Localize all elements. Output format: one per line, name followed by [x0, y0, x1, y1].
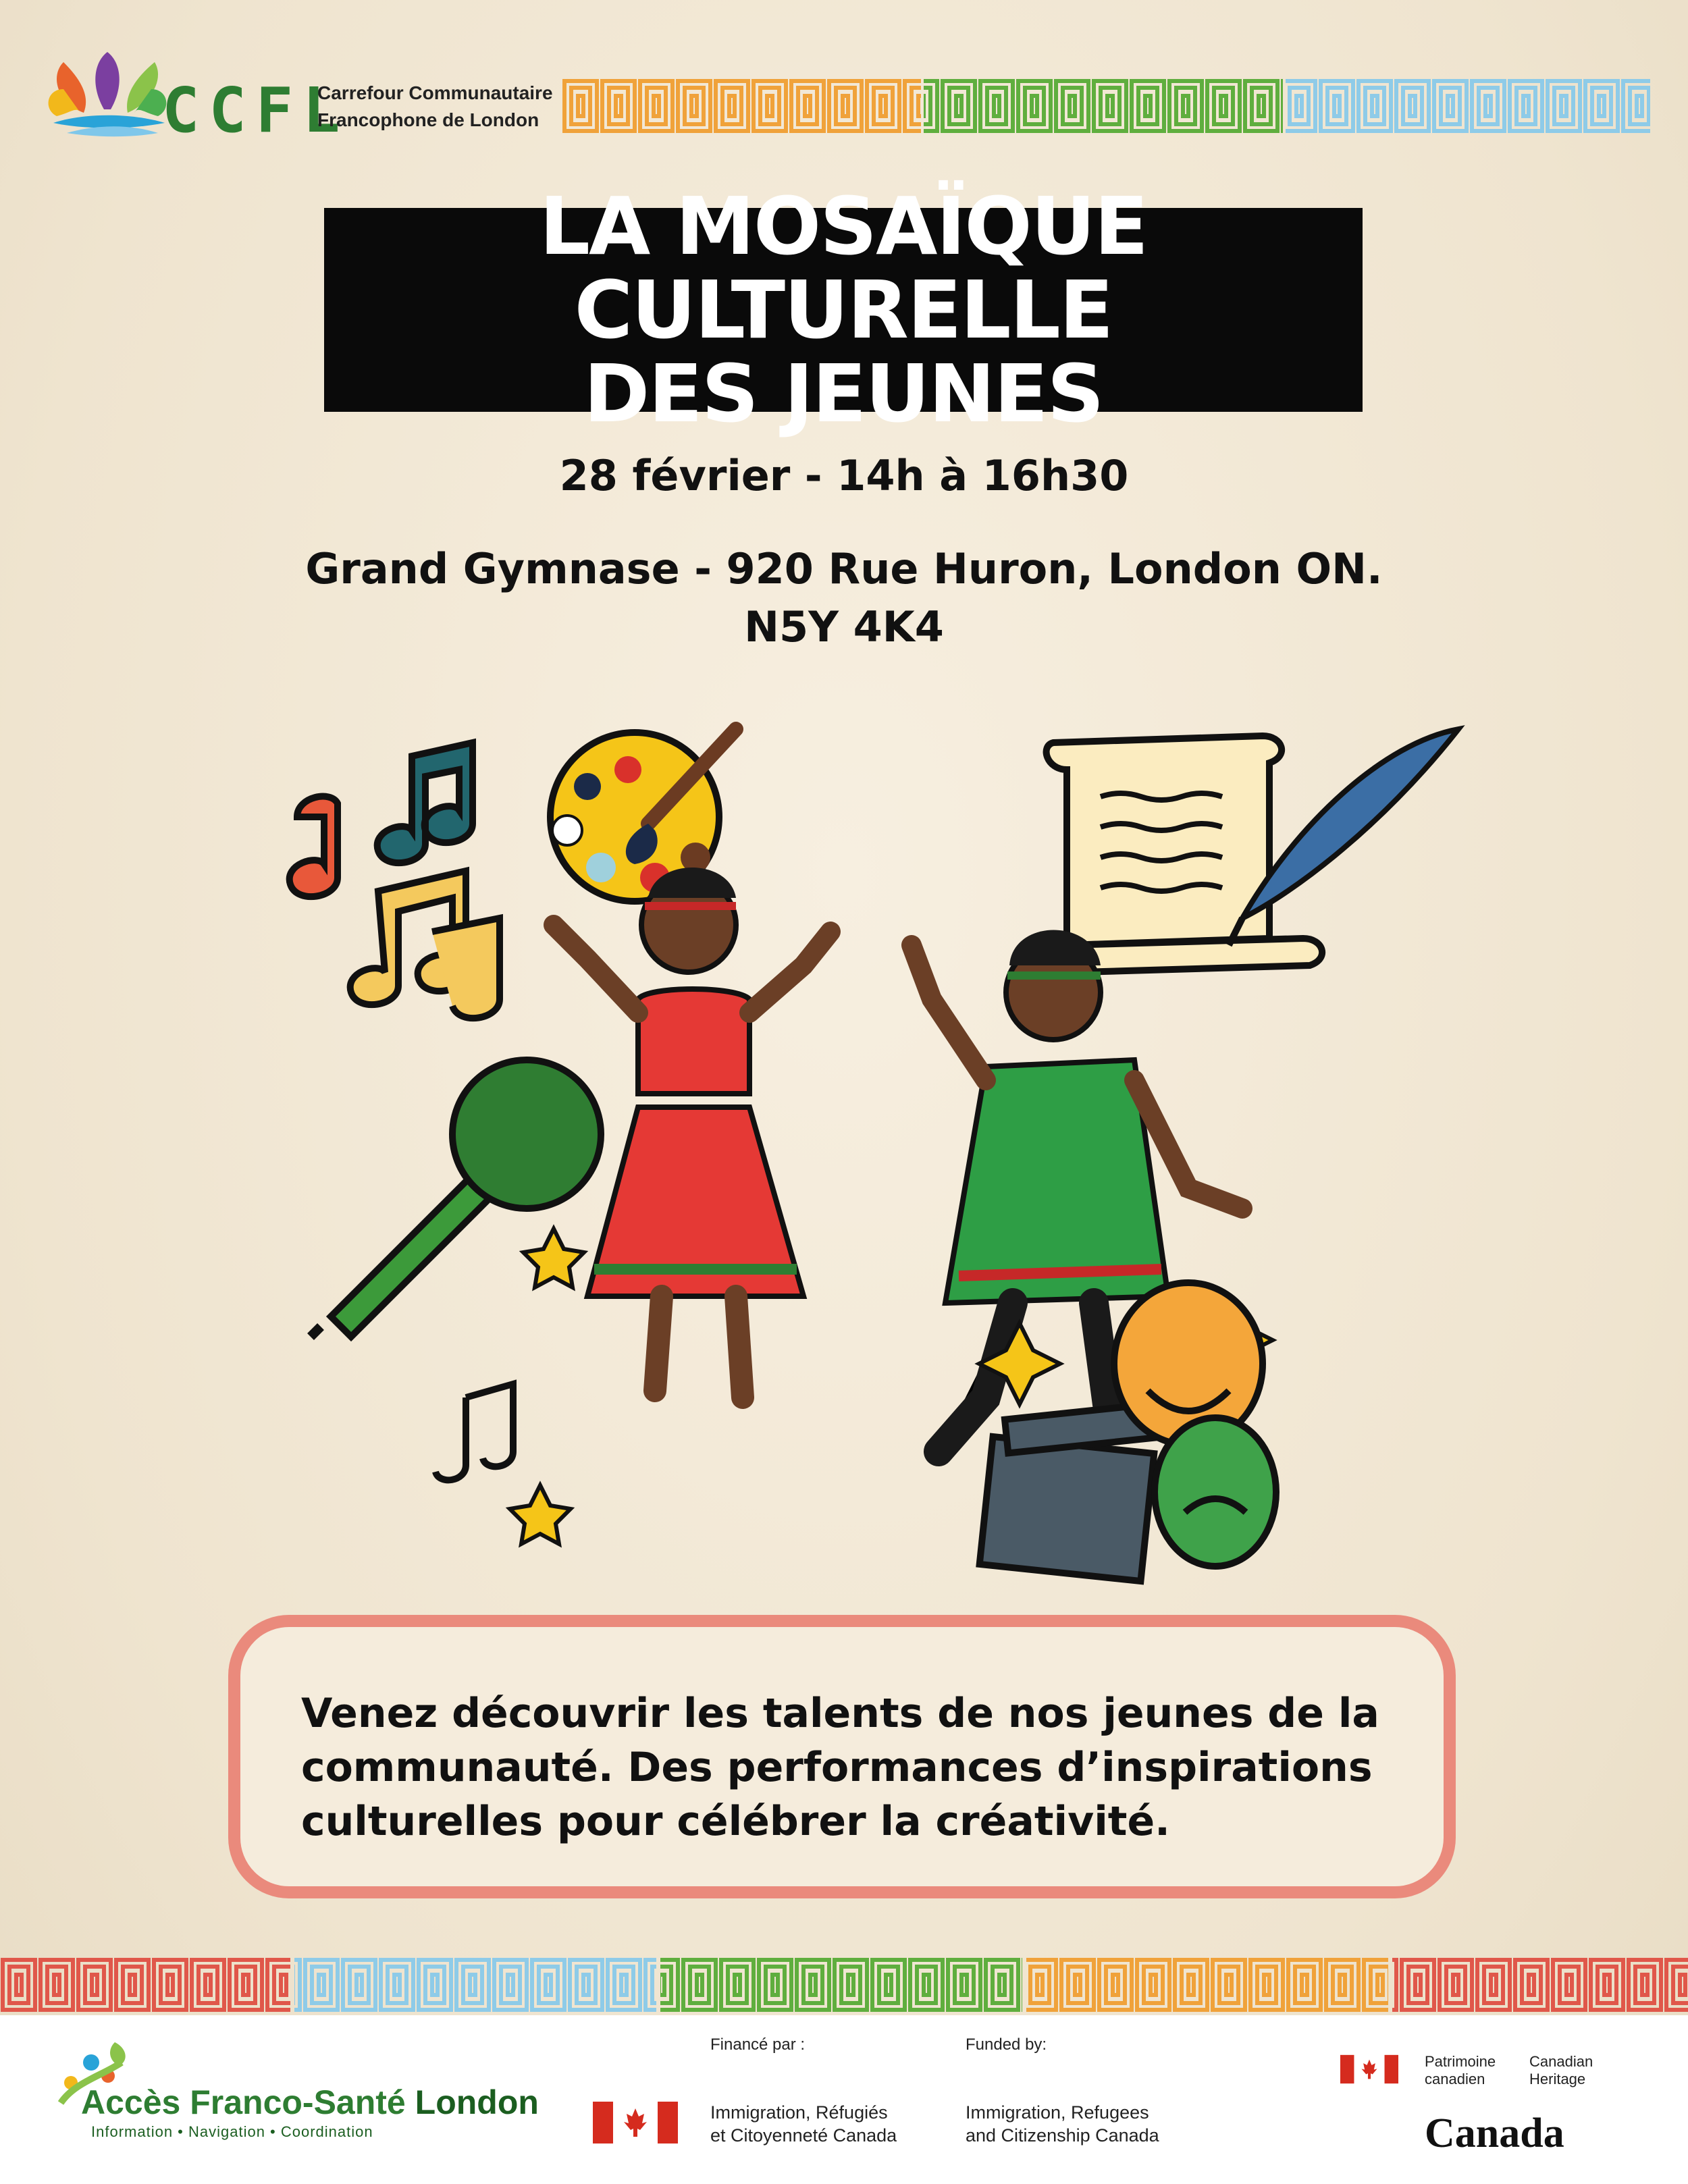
canada-wordmark: Canada	[1425, 2110, 1564, 2156]
pch-fr-line2: canadien	[1425, 2071, 1485, 2087]
small-music-note-icon	[436, 1384, 513, 1480]
top-pattern-border	[562, 76, 1650, 136]
afs-name	[81, 2083, 539, 2122]
pch-name-fr	[1425, 2053, 1496, 2088]
event-description: Venez découvrir les talents de nos jeunes de la communauté. Des performances d’inspirations culturelles pour célébrer la créativité.	[301, 1690, 1379, 1845]
event-title-banner	[324, 180, 1363, 440]
funded-by-en-label: Funded by:	[966, 2035, 1047, 2054]
ircc-name-fr	[710, 2101, 897, 2147]
canada-flag-small-icon	[1340, 2054, 1398, 2084]
ircc-name-en	[966, 2101, 1159, 2147]
ccfl-logo-letters: CCFL	[162, 74, 350, 147]
event-venue	[0, 540, 1688, 656]
venue-postal-code: N5Y 4K4	[744, 602, 944, 651]
event-title	[324, 180, 1363, 440]
org-name-line1: Carrefour Communautaire	[317, 82, 553, 103]
ircc-en-line1: Immigration, Refugees	[966, 2102, 1149, 2123]
event-illustration	[270, 716, 1485, 1587]
pch-name-en	[1529, 2053, 1593, 2088]
venue-address: Grand Gymnase - 920 Rue Huron, London ON.	[305, 544, 1383, 593]
description-card	[228, 1615, 1456, 1898]
afs-name-main: Accès Franco-Santé	[81, 2083, 406, 2121]
afs-tagline: Information • Navigation • Coordination	[91, 2123, 373, 2140]
org-name	[317, 80, 553, 134]
funded-by-fr-label: Financé par :	[710, 2035, 806, 2054]
pch-en-line1: Canadian	[1529, 2053, 1593, 2070]
sponsor-footer	[0, 2015, 1688, 2184]
pch-en-line2: Heritage	[1529, 2071, 1586, 2087]
ircc-en-line2: and Citizenship Canada	[966, 2125, 1159, 2146]
bottom-pattern-border	[0, 1954, 1688, 2015]
event-title-line2: DES JEUNES	[583, 347, 1103, 440]
org-name-line2: Francophone de London	[317, 109, 539, 130]
event-title-line1: LA MOSAÏQUE CULTURELLE	[539, 180, 1148, 356]
ircc-fr-line2: et Citoyenneté Canada	[710, 2125, 897, 2146]
pch-fr-line1: Patrimoine	[1425, 2053, 1496, 2070]
ircc-fr-line1: Immigration, Réfugiés	[710, 2102, 888, 2123]
afs-name-city: London	[415, 2083, 539, 2121]
microphone-icon	[311, 1060, 601, 1337]
event-date-time: 28 février - 14h à 16h30	[559, 451, 1129, 500]
scroll-quill-icon	[1047, 729, 1458, 975]
canada-flag-icon	[593, 2102, 678, 2143]
music-notes-icon	[290, 743, 500, 1018]
